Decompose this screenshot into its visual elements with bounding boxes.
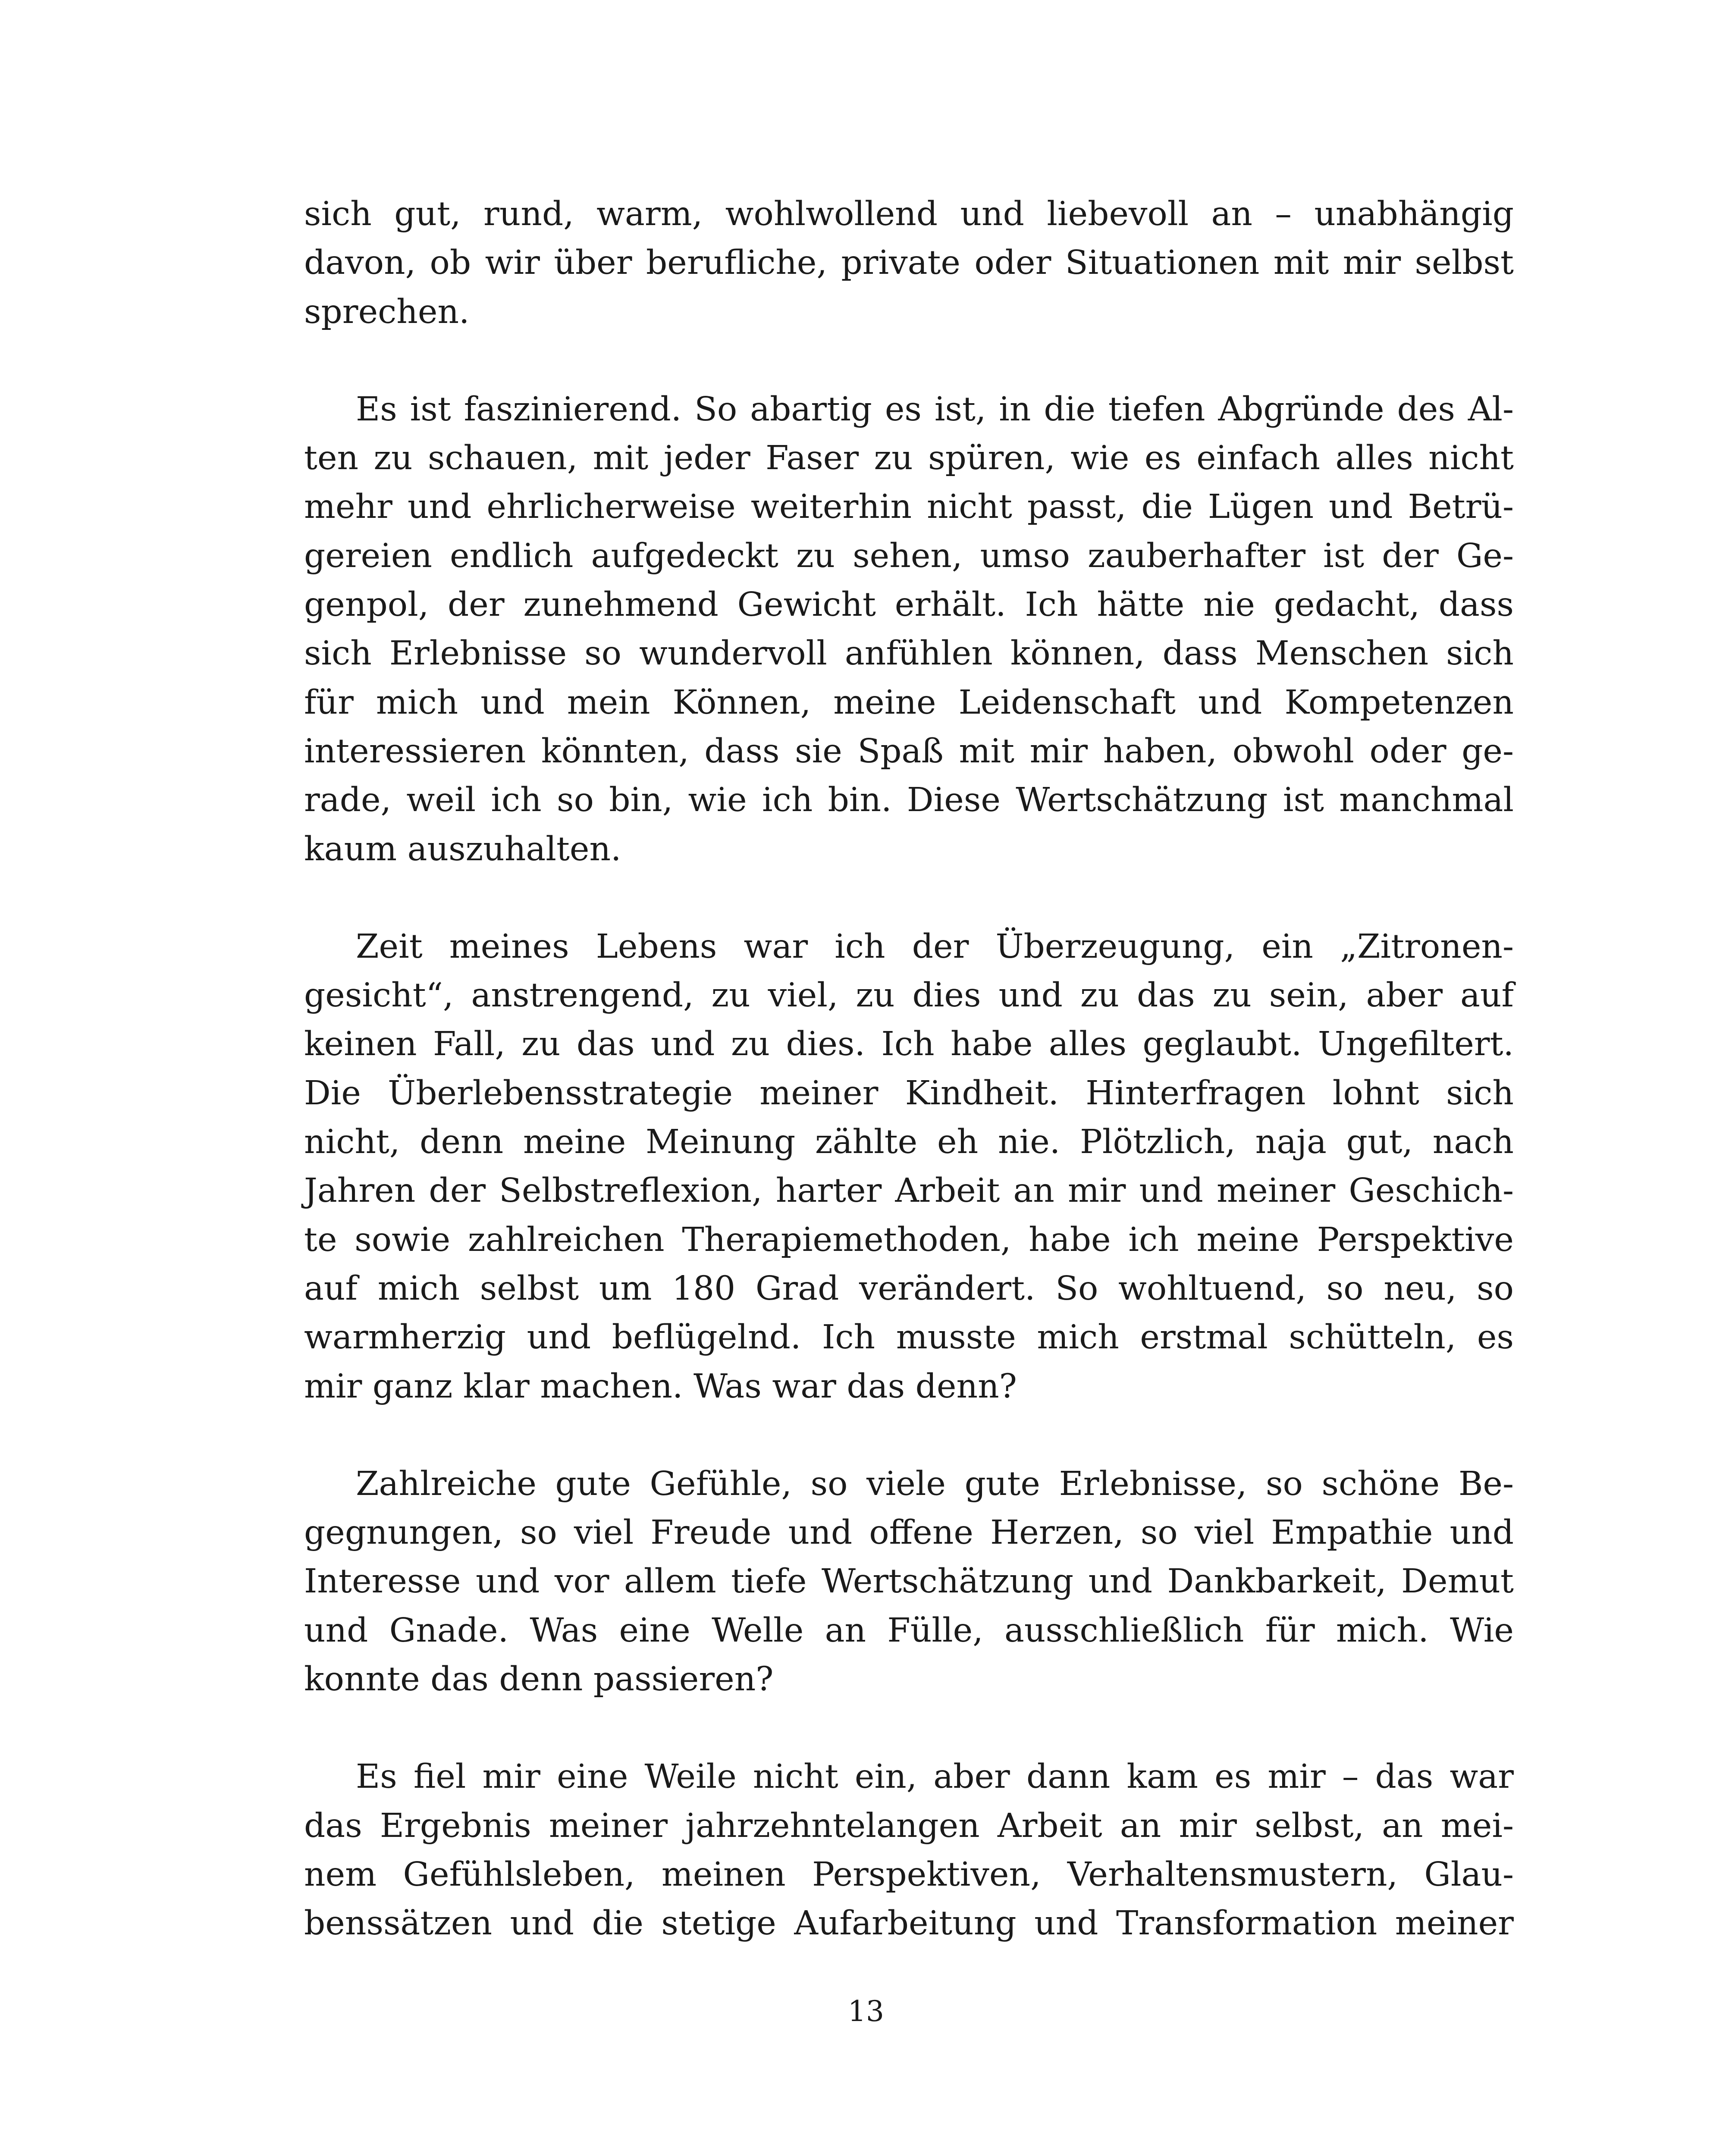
paragraph-1 xyxy=(304,190,1514,336)
text-line: keinen Fall, zu das und zu dies. Ich habe alles geglaubt. Ungefiltert. xyxy=(304,1025,1514,1064)
text-line: interessieren könnten, dass sie Spaß mit mir haben, obwohl oder ge- xyxy=(304,732,1514,771)
text-line: sprechen. xyxy=(304,292,470,331)
text-line: Zahlreiche gute Gefühle, so viele gute Erlebnisse, so schöne Be- xyxy=(356,1464,1514,1503)
text-line: te sowie zahlreichen Therapiemethoden, habe ich meine Perspektive xyxy=(304,1220,1514,1259)
paragraph-3 xyxy=(304,922,1514,1411)
text-line: genpol, der zunehmend Gewicht erhält. Ich hätte nie gedacht, dass xyxy=(304,586,1514,624)
paragraph-2 xyxy=(304,385,1514,874)
text-line: Es ist faszinierend. So abartig es ist, in die tiefen Abgründe des Al- xyxy=(356,390,1514,429)
page-number: 13 xyxy=(848,1995,884,2028)
text-line: Interesse und vor allem tiefe Wertschätzung und Dankbarkeit, Demut xyxy=(304,1562,1514,1601)
text-line: warmherzig und beflügelnd. Ich musste mich erstmal schütteln, es xyxy=(304,1318,1514,1357)
text-line: gereien endlich aufgedeckt zu sehen, umso zauberhafter ist der Ge- xyxy=(304,536,1514,575)
text-line: kaum auszuhalten. xyxy=(304,830,621,868)
text-line: Zeit meines Lebens war ich der Überzeugung, ein „Zitronen- xyxy=(356,927,1514,966)
text-line: ten zu schauen, mit jeder Faser zu spüren, wie es einfach alles nicht xyxy=(304,439,1514,478)
text-line: rade, weil ich so bin, wie ich bin. Diese Wertschätzung ist manchmal xyxy=(304,781,1514,820)
text-line: sich Erlebnisse so wundervoll anfühlen können, dass Menschen sich xyxy=(304,634,1514,673)
text-line: auf mich selbst um 180 Grad verändert. So wohltuend, so neu, so xyxy=(304,1269,1514,1308)
text-line: gesicht“, anstrengend, zu viel, zu dies und zu das zu sein, aber auf xyxy=(304,976,1514,1015)
text-line: für mich und mein Können, meine Leidenschaft und Kompetenzen xyxy=(304,683,1514,722)
text-line: das Ergebnis meiner jahrzehntelangen Arbeit an mir selbst, an mei- xyxy=(304,1806,1514,1845)
text-line: davon, ob wir über berufliche, private oder Situationen mit mir selbst xyxy=(304,244,1514,282)
text-line: benssätzen und die stetige Aufarbeitung und Transformation meiner xyxy=(304,1904,1514,1943)
body-text xyxy=(304,190,1514,1948)
text-line: Es fiel mir eine Weile nicht ein, aber dann kam es mir – das war xyxy=(356,1758,1514,1796)
text-line: mir ganz klar machen. Was war das denn? xyxy=(304,1367,1017,1406)
text-line: und Gnade. Was eine Welle an Fülle, ausschließlich für mich. Wie xyxy=(304,1611,1514,1650)
text-line: nem Gefühlsleben, meinen Perspektiven, Verhaltensmustern, Glau- xyxy=(304,1855,1514,1894)
text-line: nicht, denn meine Meinung zählte eh nie. Plötzlich, naja gut, nach xyxy=(304,1123,1514,1162)
text-line: Die Überlebensstrategie meiner Kindheit. Hinterfragen lohnt sich xyxy=(304,1074,1514,1112)
text-line: sich gut, rund, warm, wohlwollend und liebevoll an – unabhängig xyxy=(304,195,1514,233)
text-line: mehr und ehrlicherweise weiterhin nicht passt, die Lügen und Betrü- xyxy=(304,488,1514,526)
text-line: gegnungen, so viel Freude und offene Herzen, so viel Empathie und xyxy=(304,1514,1514,1552)
paragraph-5 xyxy=(304,1752,1514,1948)
paragraph-4 xyxy=(304,1460,1514,1704)
text-line: konnte das denn passieren? xyxy=(304,1660,774,1699)
text-line: Jahren der Selbstreflexion, harter Arbeit an mir und meiner Geschich- xyxy=(304,1172,1514,1210)
